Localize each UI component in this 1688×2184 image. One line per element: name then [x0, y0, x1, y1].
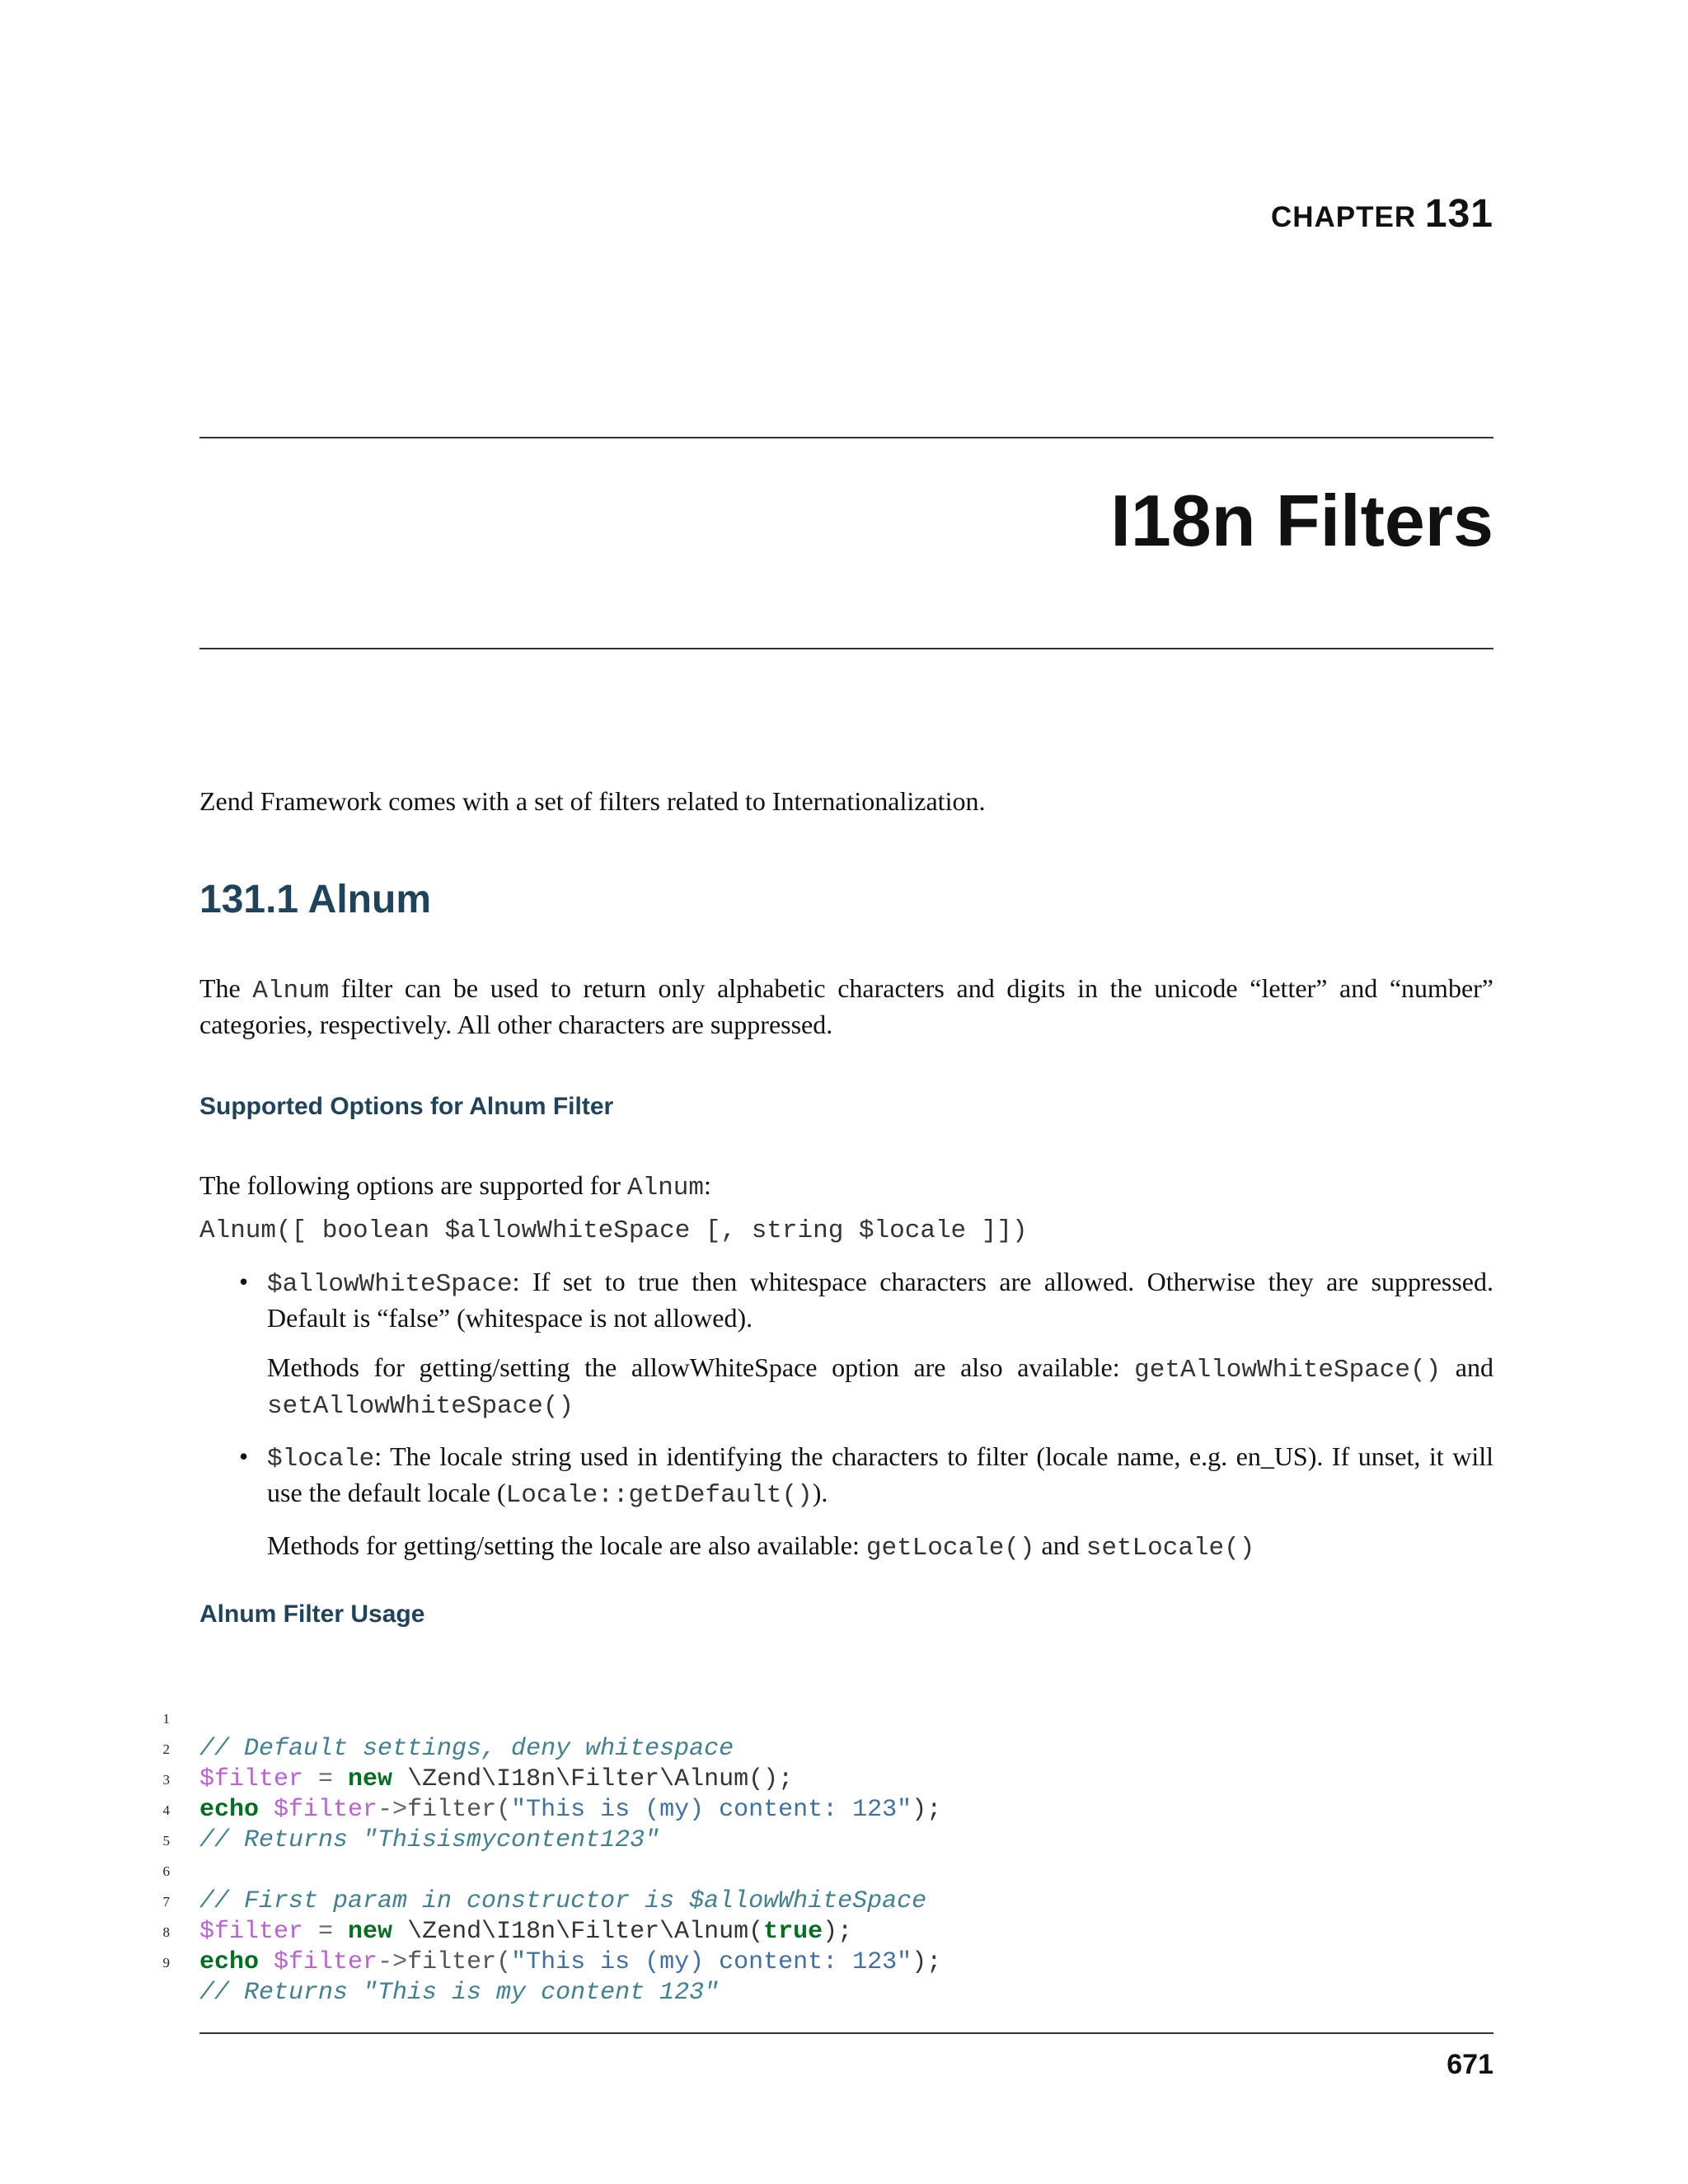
line-number: 8 — [162, 1924, 170, 1940]
chapter-label — [1271, 191, 1493, 237]
option-methods — [267, 1529, 1493, 1565]
options-intro-post: : — [704, 1170, 711, 1200]
method-setter: setLocale() — [1085, 1534, 1255, 1563]
methods-pre: Methods for getting/setting the locale are also available: — [267, 1530, 866, 1560]
usage-heading: Alnum Filter Usage — [199, 1601, 425, 1628]
code-comment: // First param in constructor is $allowWhiteSpace — [199, 1887, 927, 1915]
desc-pre: The — [199, 973, 253, 1003]
option-locale — [239, 1440, 1493, 1565]
option-text-post: ). — [812, 1478, 828, 1507]
option-methods — [267, 1351, 1493, 1423]
line-number: 1 — [162, 1711, 170, 1727]
bullet-icon: • — [239, 1267, 249, 1296]
code-keyword: new — [348, 1765, 393, 1793]
code-variable: $filter — [199, 1765, 304, 1793]
line-number: 5 — [162, 1833, 170, 1849]
code-line — [148, 1825, 1493, 1915]
options-list — [239, 1265, 1493, 1565]
method-getter: getAllowWhiteSpace() — [1134, 1356, 1442, 1385]
code-text: \Zend\I18n\Filter\Alnum(); — [392, 1765, 794, 1793]
code-variable: $filter — [274, 1796, 378, 1824]
line-number: 4 — [162, 1802, 170, 1818]
option-allow-whitespace — [239, 1265, 1493, 1423]
section-description — [199, 972, 1493, 1041]
option-text: : If set to true then whitespace characters are allowed. Otherwise they are suppressed. Default is “false” (whitespace is not allowed). — [267, 1267, 1493, 1333]
title-bottom-rule — [199, 648, 1493, 649]
code-string: "This is (my) content: 123" — [511, 1948, 912, 1976]
function-signature: Alnum([ boolean $allowWhiteSpace [, string $locale ]]) — [199, 1216, 1028, 1245]
methods-pre: Methods for getting/setting the allowWhiteSpace option are also available: — [267, 1352, 1135, 1382]
code-operator: = — [303, 1765, 349, 1793]
line-number: 9 — [162, 1955, 170, 1971]
page-number: 671 — [1447, 2049, 1493, 2080]
options-heading: Supported Options for Alnum Filter — [199, 1093, 614, 1120]
option-description — [267, 1265, 1493, 1334]
code-keyword: new — [348, 1918, 393, 1946]
page-title: I18n Filters — [1110, 480, 1493, 561]
code-keyword: echo — [199, 1796, 260, 1824]
code-keyword: echo — [199, 1948, 260, 1976]
chapter-word: CHAPTER — [1270, 201, 1417, 233]
bullet-icon: • — [239, 1441, 249, 1471]
code-comment: // Returns "Thisismycontent123" — [199, 1826, 660, 1854]
option-text-code: Locale::getDefault() — [505, 1481, 813, 1510]
code-operator: -> — [377, 1948, 408, 1976]
methods-mid: and — [1034, 1530, 1086, 1560]
code-text: \Zend\I18n\Filter\Alnum( — [392, 1918, 764, 1946]
code-operator: -> — [377, 1796, 408, 1824]
code-text: ); — [912, 1796, 942, 1824]
line-number: 2 — [162, 1741, 170, 1757]
code-call: filter( — [407, 1948, 512, 1976]
option-text-pre: : The locale string used in identifying the characters to filter (locale name, e.g. en_US). If unset, it will use the default locale ( — [267, 1441, 1493, 1507]
code-text: ); — [912, 1948, 942, 1976]
code-comment: // Default settings, deny whitespace — [199, 1735, 734, 1763]
method-setter: setAllowWhiteSpace() — [267, 1392, 574, 1421]
code-space — [259, 1948, 274, 1976]
line-number: 6 — [162, 1863, 170, 1879]
line-number: 7 — [162, 1894, 170, 1910]
code-operator: = — [303, 1918, 349, 1946]
code-variable: $filter — [199, 1918, 304, 1946]
option-code: $locale — [267, 1445, 375, 1474]
code-line — [148, 1673, 1493, 1763]
methods-mid: and — [1441, 1352, 1493, 1382]
code-comment: // Returns "This is my content 123" — [199, 1979, 720, 2007]
options-intro-code: Alnum — [627, 1174, 705, 1202]
desc-code: Alnum — [252, 977, 330, 1005]
line-number: 3 — [162, 1772, 170, 1788]
option-code: $allowWhiteSpace — [267, 1270, 513, 1299]
method-getter: getLocale() — [865, 1534, 1035, 1563]
code-variable: $filter — [274, 1948, 378, 1976]
options-intro — [199, 1169, 1493, 1205]
options-intro-pre: The following options are supported for — [199, 1170, 627, 1200]
code-call: filter( — [407, 1796, 512, 1824]
code-block — [148, 1673, 1493, 2007]
section-title: 131.1 Alnum — [199, 878, 431, 921]
intro-paragraph: Zend Framework comes with a set of filters related to Internationalization. — [199, 786, 986, 816]
code-keyword: true — [763, 1918, 823, 1946]
code-string: "This is (my) content: 123" — [511, 1796, 912, 1824]
desc-post: filter can be used to return only alphabetic characters and digits in the unicode “letter” and “number” categories, respectively. All other characters are suppressed. — [199, 973, 1494, 1039]
code-text: ); — [823, 1918, 853, 1946]
option-description — [267, 1440, 1493, 1512]
top-rule — [199, 437, 1493, 438]
footer-rule — [199, 2032, 1493, 2034]
chapter-number: 131 — [1424, 192, 1493, 236]
